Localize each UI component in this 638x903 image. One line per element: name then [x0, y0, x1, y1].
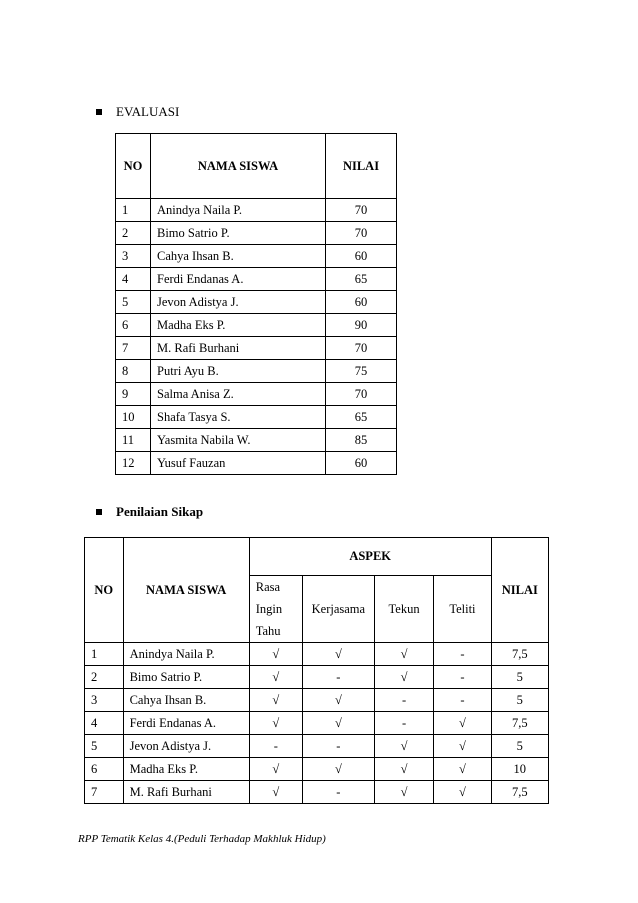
row-value: 5 [491, 735, 548, 758]
table-row [116, 199, 397, 222]
table-row [116, 291, 397, 314]
row-no: 11 [116, 429, 151, 452]
table-row [85, 758, 549, 781]
row-tekun: √ [374, 735, 433, 758]
square-bullet-icon [96, 109, 102, 115]
row-tekun: √ [374, 666, 433, 689]
page-footer: RPP Tematik Kelas 4.(Peduli Terhadap Makhluk Hidup) [78, 833, 326, 845]
table-row [116, 452, 397, 475]
row-no: 7 [116, 337, 151, 360]
row-name: Shafa Tasya S. [151, 406, 326, 429]
row-no: 5 [85, 735, 124, 758]
header-rasa-line-3: Tahu [255, 624, 281, 638]
sikap-table [84, 537, 549, 804]
header-rasa-ingin-tahu [249, 576, 302, 643]
row-no: 4 [116, 268, 151, 291]
table-row [85, 735, 549, 758]
row-name: Salma Anisa Z. [151, 383, 326, 406]
row-value: 7,5 [491, 712, 548, 735]
row-value: 7,5 [491, 781, 548, 804]
row-value: 5 [491, 689, 548, 712]
row-value: 10 [491, 758, 548, 781]
row-no: 9 [116, 383, 151, 406]
row-name: Bimo Satrio P. [123, 666, 249, 689]
row-value: 65 [326, 268, 397, 291]
row-no: 1 [85, 643, 124, 666]
row-value: 60 [326, 291, 397, 314]
row-kerjasama: √ [302, 758, 374, 781]
square-bullet-icon [96, 509, 102, 515]
row-value: 60 [326, 245, 397, 268]
row-no: 12 [116, 452, 151, 475]
table-row [116, 406, 397, 429]
row-teliti: √ [434, 712, 491, 735]
table-row [116, 222, 397, 245]
row-name: Ferdi Endanas A. [123, 712, 249, 735]
row-value: 75 [326, 360, 397, 383]
row-value: 60 [326, 452, 397, 475]
evaluasi-heading-text: EVALUASI [116, 104, 180, 119]
row-no: 4 [85, 712, 124, 735]
header-rasa-line-2: Ingin [255, 602, 283, 616]
evaluasi-heading [96, 104, 179, 120]
row-name: Anindya Naila P. [151, 199, 326, 222]
header-no: NO [116, 134, 151, 199]
table-row [85, 689, 549, 712]
row-value: 7,5 [491, 643, 548, 666]
row-kerjasama: - [302, 781, 374, 804]
header-value: NILAI [326, 134, 397, 199]
row-name: Cahya Ihsan B. [123, 689, 249, 712]
header-name: NAMA SISWA [123, 538, 249, 643]
table-row [85, 712, 549, 735]
row-tekun: √ [374, 758, 433, 781]
header-teliti: Teliti [434, 576, 491, 643]
row-rasa: √ [249, 758, 302, 781]
row-no: 8 [116, 360, 151, 383]
sikap-header-row-1 [85, 538, 549, 576]
sikap-heading-text: Penilaian Sikap [116, 504, 204, 519]
row-name: Madha Eks P. [151, 314, 326, 337]
row-kerjasama: - [302, 666, 374, 689]
header-value: NILAI [491, 538, 548, 643]
row-no: 1 [116, 199, 151, 222]
row-no: 3 [85, 689, 124, 712]
row-name: Jevon Adistya J. [123, 735, 249, 758]
evaluasi-table [115, 133, 397, 475]
table-row [116, 245, 397, 268]
row-kerjasama: - [302, 735, 374, 758]
evaluasi-header-row [116, 134, 397, 199]
row-value: 5 [491, 666, 548, 689]
header-kerjasama: Kerjasama [302, 576, 374, 643]
row-name: M. Rafi Burhani [151, 337, 326, 360]
row-kerjasama: √ [302, 643, 374, 666]
row-no: 3 [116, 245, 151, 268]
row-tekun: √ [374, 781, 433, 804]
table-row [85, 643, 549, 666]
row-rasa: - [249, 735, 302, 758]
row-no: 2 [116, 222, 151, 245]
row-name: Ferdi Endanas A. [151, 268, 326, 291]
sikap-heading [96, 504, 203, 520]
row-value: 90 [326, 314, 397, 337]
row-teliti: √ [434, 781, 491, 804]
row-name: Putri Ayu B. [151, 360, 326, 383]
table-row [85, 781, 549, 804]
row-teliti: - [434, 643, 491, 666]
row-rasa: √ [249, 712, 302, 735]
row-rasa: √ [249, 666, 302, 689]
row-kerjasama: √ [302, 712, 374, 735]
row-teliti: - [434, 666, 491, 689]
row-value: 70 [326, 337, 397, 360]
table-row [116, 268, 397, 291]
row-no: 10 [116, 406, 151, 429]
row-teliti: - [434, 689, 491, 712]
row-value: 85 [326, 429, 397, 452]
row-teliti: √ [434, 735, 491, 758]
row-no: 2 [85, 666, 124, 689]
header-no: NO [85, 538, 124, 643]
header-rasa-line-1: Rasa [255, 580, 281, 594]
row-value: 70 [326, 222, 397, 245]
row-no: 6 [116, 314, 151, 337]
row-tekun: √ [374, 643, 433, 666]
row-name: Madha Eks P. [123, 758, 249, 781]
row-tekun: - [374, 712, 433, 735]
row-rasa: √ [249, 781, 302, 804]
row-value: 70 [326, 383, 397, 406]
row-name: Anindya Naila P. [123, 643, 249, 666]
row-rasa: √ [249, 689, 302, 712]
row-value: 65 [326, 406, 397, 429]
row-tekun: - [374, 689, 433, 712]
row-kerjasama: √ [302, 689, 374, 712]
row-rasa: √ [249, 643, 302, 666]
table-row [85, 666, 549, 689]
row-name: Yasmita Nabila W. [151, 429, 326, 452]
row-name: Jevon Adistya J. [151, 291, 326, 314]
header-aspect: ASPEK [249, 538, 491, 576]
header-tekun: Tekun [374, 576, 433, 643]
table-row [116, 383, 397, 406]
row-no: 6 [85, 758, 124, 781]
row-name: M. Rafi Burhani [123, 781, 249, 804]
table-row [116, 360, 397, 383]
table-row [116, 337, 397, 360]
table-row [116, 314, 397, 337]
row-no: 7 [85, 781, 124, 804]
row-name: Bimo Satrio P. [151, 222, 326, 245]
table-row [116, 429, 397, 452]
row-name: Yusuf Fauzan [151, 452, 326, 475]
row-value: 70 [326, 199, 397, 222]
header-name: NAMA SISWA [151, 134, 326, 199]
row-no: 5 [116, 291, 151, 314]
row-teliti: √ [434, 758, 491, 781]
row-name: Cahya Ihsan B. [151, 245, 326, 268]
